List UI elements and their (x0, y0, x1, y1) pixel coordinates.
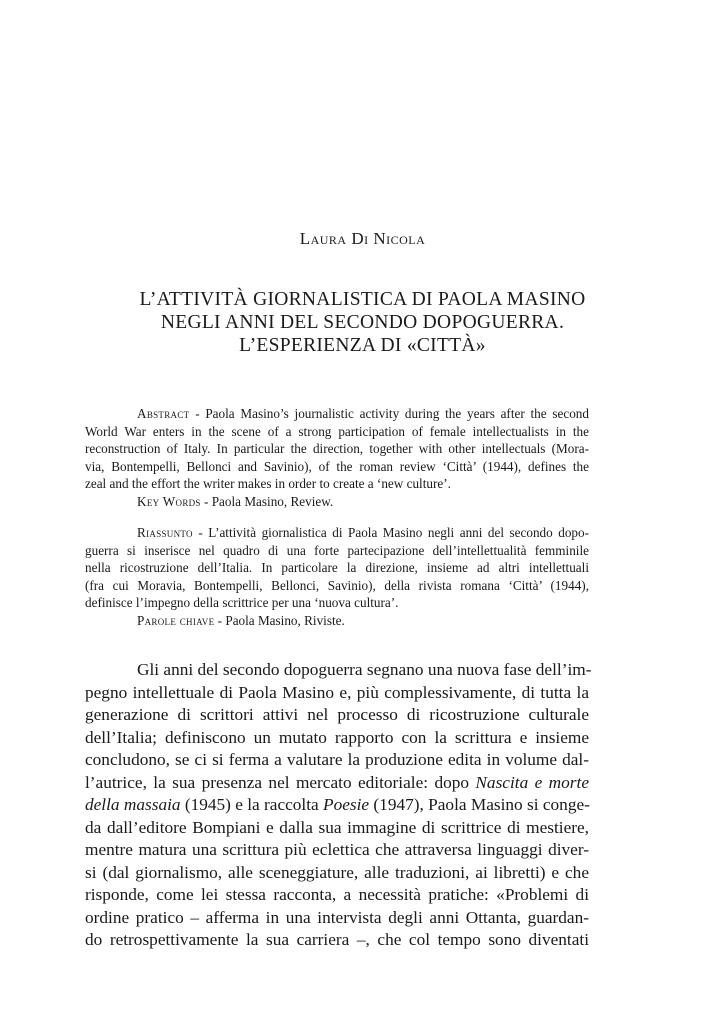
abstract-line: guerra si inserisce nel quadro di una forte partecipazione dell’intellettualità femminile (85, 542, 589, 558)
abstract-line: World War enters in the scene of a strong participation of female intellectualists in the (85, 423, 589, 439)
body-line: l’autrice, la sua presenza nel mercato editoriale: dopo Nascita e morte (85, 772, 589, 792)
body-paragraph (85, 659, 592, 952)
body-line: pegno intellettuale di Paola Masino e, più complessivamente, di tutta la (85, 682, 589, 702)
abstract-english (85, 405, 589, 511)
body-line: mentre matura una scrittura più eclettica che attraversa linguaggi diver- (85, 840, 589, 859)
abstract-label: Riassunto (137, 525, 193, 540)
abstract-line: Abstract - Paola Masino’s journalistic activity during the years after the second (137, 406, 589, 421)
abstract-line: Riassunto - L’attività giornalistica di Paola Masino negli anni del secondo dopo- (137, 525, 589, 540)
body-line: della massaia (1945) e la raccolta Poesie (1947), Paola Masino si conge- (85, 795, 590, 814)
book-title: della massaia (85, 795, 181, 814)
body-line: risponde, come lei stessa racconta, a necessità pratiche: «Problemi di (85, 885, 589, 904)
abstract-line: zeal and the effort the writer makes in order to create a ‘new culture’. (85, 476, 451, 492)
abstract-line: definisce l’impegno della scrittrice per una ‘nuova cultura’. (85, 595, 399, 611)
abstract-line: nella ricostruzione dell’Italia. In particolare la direzione, insieme ad altri intellettuali (85, 560, 589, 576)
abstract-italian (85, 524, 589, 630)
body-line: dell’Italia; definiscono un mutato rapporto con la scrittura e insieme (85, 727, 589, 747)
book-title: Nascita e morte (475, 772, 589, 792)
body-line: da dall’editore Bompiani e dalla sua immagine di scrittrice di mestiere, (85, 817, 589, 837)
keywords-label: Key Words (137, 493, 201, 509)
abstract-line: reconstruction of Italy. In particular the direction, together with other intellectuals (Mora- (85, 441, 589, 457)
body-line: concludono, se ci si ferma a valutare la produzione edita in volume dal- (85, 750, 589, 769)
author-name: Laura Di Nicola (299, 229, 426, 248)
abstract-label: Abstract (137, 406, 190, 421)
title-line: NEGLI ANNI DEL SECONDO DOPOGUERRA. (160, 312, 565, 333)
keywords-label: Parole chiave (137, 612, 215, 628)
body-line: Gli anni del secondo dopoguerra segnano una nuova fase dell’im- (137, 660, 592, 679)
abstract-line: (fra cui Moravia, Bontempelli, Bellonci, Savinio), della rivista romana ‘Città’ (1944), (85, 577, 589, 593)
body-line: generazione di scrittori attivi nel processo di ricostruzione culturale (85, 705, 589, 724)
abstract-line: via, Bontempelli, Bellonci and Savinio), of the roman review ‘Città’ (1944), defines the (85, 458, 589, 474)
title-line: L’ESPERIENZA DI «CITTÀ» (239, 335, 486, 356)
article-title (100, 288, 625, 357)
keywords-line: Key Words - Paola Masino, Review. (137, 493, 334, 509)
body-line: si (dal giornalismo, alle sceneggiature, alle traduzioni, ai libretti) e che (85, 862, 589, 882)
body-line: do retrospettivamente la sua carriera –, che col tempo sono diventati (85, 930, 589, 949)
body-line: ordine pratico – afferma in una intervista degli anni Ottanta, guardan- (85, 907, 589, 927)
keywords-line: Parole chiave - Paola Masino, Riviste. (137, 612, 345, 628)
book-title: Poesie (323, 795, 370, 814)
title-line: L’ATTIVITÀ GIORNALISTICA DI PAOLA MASINO (139, 289, 586, 310)
